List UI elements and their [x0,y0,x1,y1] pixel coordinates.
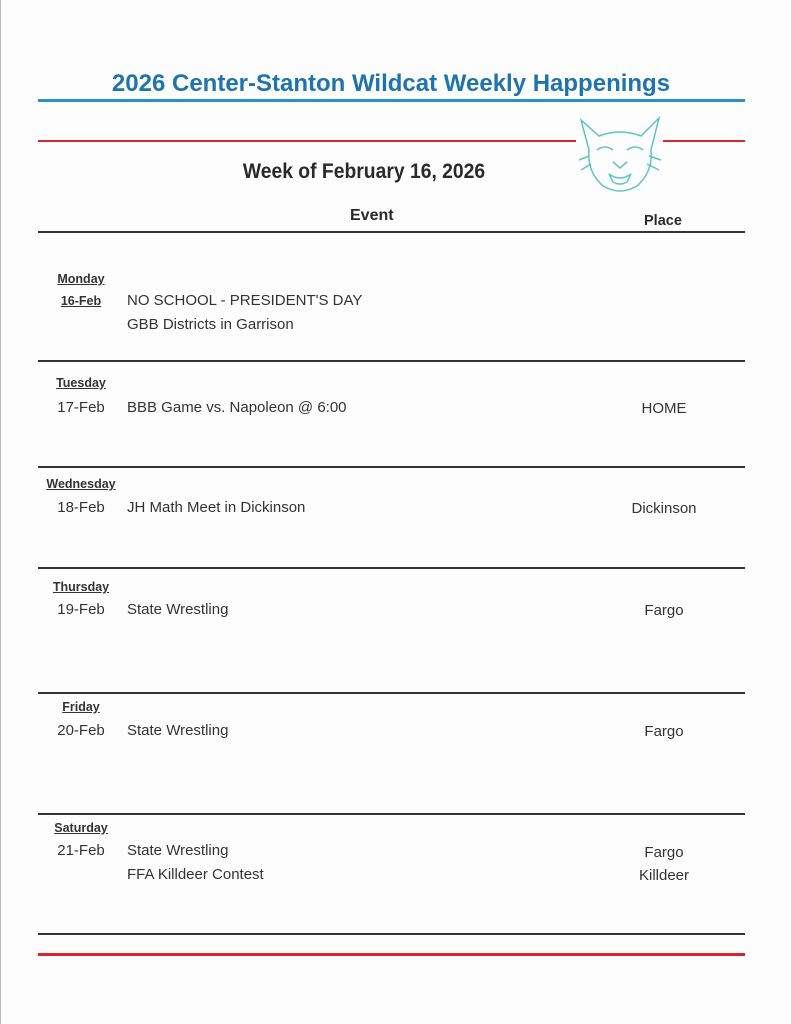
red-rule-right [663,140,745,142]
blue-rule [38,99,745,102]
row-divider [38,567,745,569]
row-divider [38,933,745,935]
place-item: Fargo [644,844,684,861]
event-item: NO SCHOOL - PRESIDENT'S DAY [127,292,363,309]
place-item: Killdeer [638,867,690,884]
page-title: 2026 Center-Stanton Wildcat Weekly Happenings [111,70,671,97]
week-of-heading: Week of February 16, 2026 [242,160,486,183]
event-item: State Wrestling [127,601,229,618]
row-divider [38,360,745,362]
day-date: 20-Feb [57,722,105,739]
event-item: JH Math Meet in Dickinson [127,499,306,516]
day-label: Monday [57,272,105,286]
bottom-red-rule [38,953,745,956]
day-date: 17-Feb [57,399,105,416]
row-divider [38,466,745,468]
header-rule [38,231,745,233]
day-label: Thursday [52,580,110,594]
place-item: Fargo [644,723,684,740]
row-divider [38,813,745,815]
day-label: Saturday [54,821,108,835]
day-label: Wednesday [46,477,116,491]
event-column-header: Event [350,207,394,224]
place-item: HOME [641,400,687,417]
red-rule [38,140,576,142]
day-date: 21-Feb [57,842,105,859]
day-label: Tuesday [56,376,106,390]
day-date: 18-Feb [57,499,105,516]
day-label: Friday [62,700,100,714]
day-date: 16-Feb [60,294,102,308]
event-item: State Wrestling [127,722,229,739]
place-column-header: Place [644,213,682,229]
event-item: GBB Districts in Garrison [127,316,294,333]
place-item: Dickinson [631,500,697,517]
place-item: Fargo [644,602,684,619]
event-item: FFA Killdeer Contest [127,866,264,883]
event-item: BBB Game vs. Napoleon @ 6:00 [127,399,347,416]
event-item: State Wrestling [127,842,229,859]
wildcat-logo-icon [577,116,663,196]
day-date: 19-Feb [57,601,105,618]
row-divider [38,692,745,694]
